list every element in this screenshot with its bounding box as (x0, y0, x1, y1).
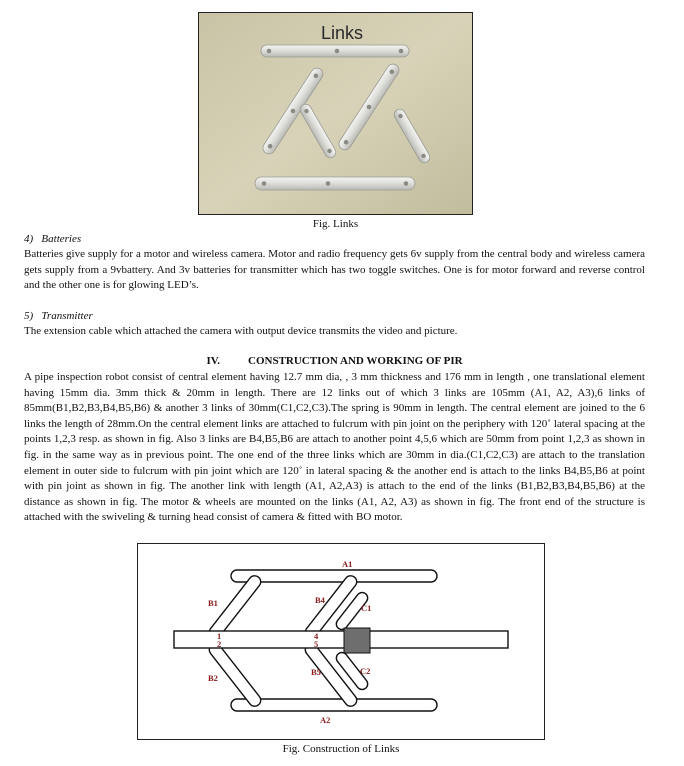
figure-caption-links: Fig. Links (312, 218, 359, 230)
paragraph-transmitter: The extension cable which attached the camera with output device transmits the video and picture. (24, 325, 458, 337)
label-point-1: 1 (217, 631, 222, 641)
link-a1 (231, 570, 437, 582)
label-point-2: 2 (217, 639, 222, 649)
translation-element-block (344, 628, 370, 653)
label-a1: A1 (342, 559, 353, 569)
label-b1: B1 (208, 598, 218, 608)
label-point-5: 5 (314, 639, 319, 649)
section-heading (24, 355, 645, 368)
links-photo (198, 12, 473, 215)
label-b2: B2 (208, 673, 218, 683)
link-bar-long-top (261, 45, 409, 57)
links-photo-title: Links (320, 23, 364, 43)
label-c2: C2 (360, 666, 371, 676)
section-title: CONSTRUCTION AND WORKING OF PIR (248, 355, 463, 367)
paragraph-batteries: Batteries give supply for a motor and wireless camera. Motor and radio frequency gets 6v supply from the central body and wireless camera gets supply from a 9vbattery. And 3v batteries for transmitter which has two toggle switches. One is for motor forward and reverse control and the other one is for glowing LED’s. (24, 248, 645, 292)
label-c1: C1 (361, 603, 372, 613)
central-element (174, 631, 508, 648)
section-number: IV. (206, 355, 221, 367)
links-photo-image (199, 13, 472, 214)
label-point-4: 4 (314, 631, 319, 641)
construction-diagram (137, 543, 545, 740)
label-b5: B5 (311, 667, 321, 677)
subsection-heading-transmitter: 5) Transmitter (24, 310, 93, 322)
label-b4: B4 (315, 595, 325, 605)
construction-diagram-svg (138, 544, 544, 739)
figure-caption-construction: Fig. Construction of Links (282, 743, 400, 755)
subsection-heading-batteries: 4) Batteries (24, 233, 82, 245)
link-bar-long-bottom (255, 177, 415, 190)
label-a2: A2 (320, 715, 331, 725)
link-a2 (231, 699, 437, 711)
paragraph-construction: A pipe inspection robot consist of central element having 12.7 mm dia, , 3 mm thickness and 176 mm in length , one translational element having 15mm dia. 3mm thick & 20mm in length. There are 12 links out of which 3 links are 105mm (A1, A2, A3),6 links of 85mm(B1,B2,B3,B4,B5,B6) & another 3 links of 30mm(C1,C2,C3).The spring is 90mm in length. The central element are joined to the 6 links the length of 28mm.On the central element links are attached to fulcrum with pin joint on the periphery with 120˚ lateral spacing at the points 1,2,3 resp. as shown in fig. Also 3 links are B4,B5,B6 are attach to another point 4,5,6 which are 50mm from point 1,2,3 as shown in fig. in the same way as in previous point. The one end of the three links which are 30mm in dia.(C1,C2,C3) are attach to the translation element in outer side to fulcrum with pin joint which are 120˚ in lateral spacing & the another end is attach to the links B4,B5,B6 at point with pin joint as shown in fig. The another link with length (A1, A2,A3) is attach to the end of the links (B1,B2,B3,B4,B5,B6) at the distance as shown in fig. The motor & wheels are mounted on the links (A1, A2, A3) as shown in fig. The front end of the structure is attached with the swiveling & turning head consist of camera & fitted with BO motor. (24, 371, 645, 524)
